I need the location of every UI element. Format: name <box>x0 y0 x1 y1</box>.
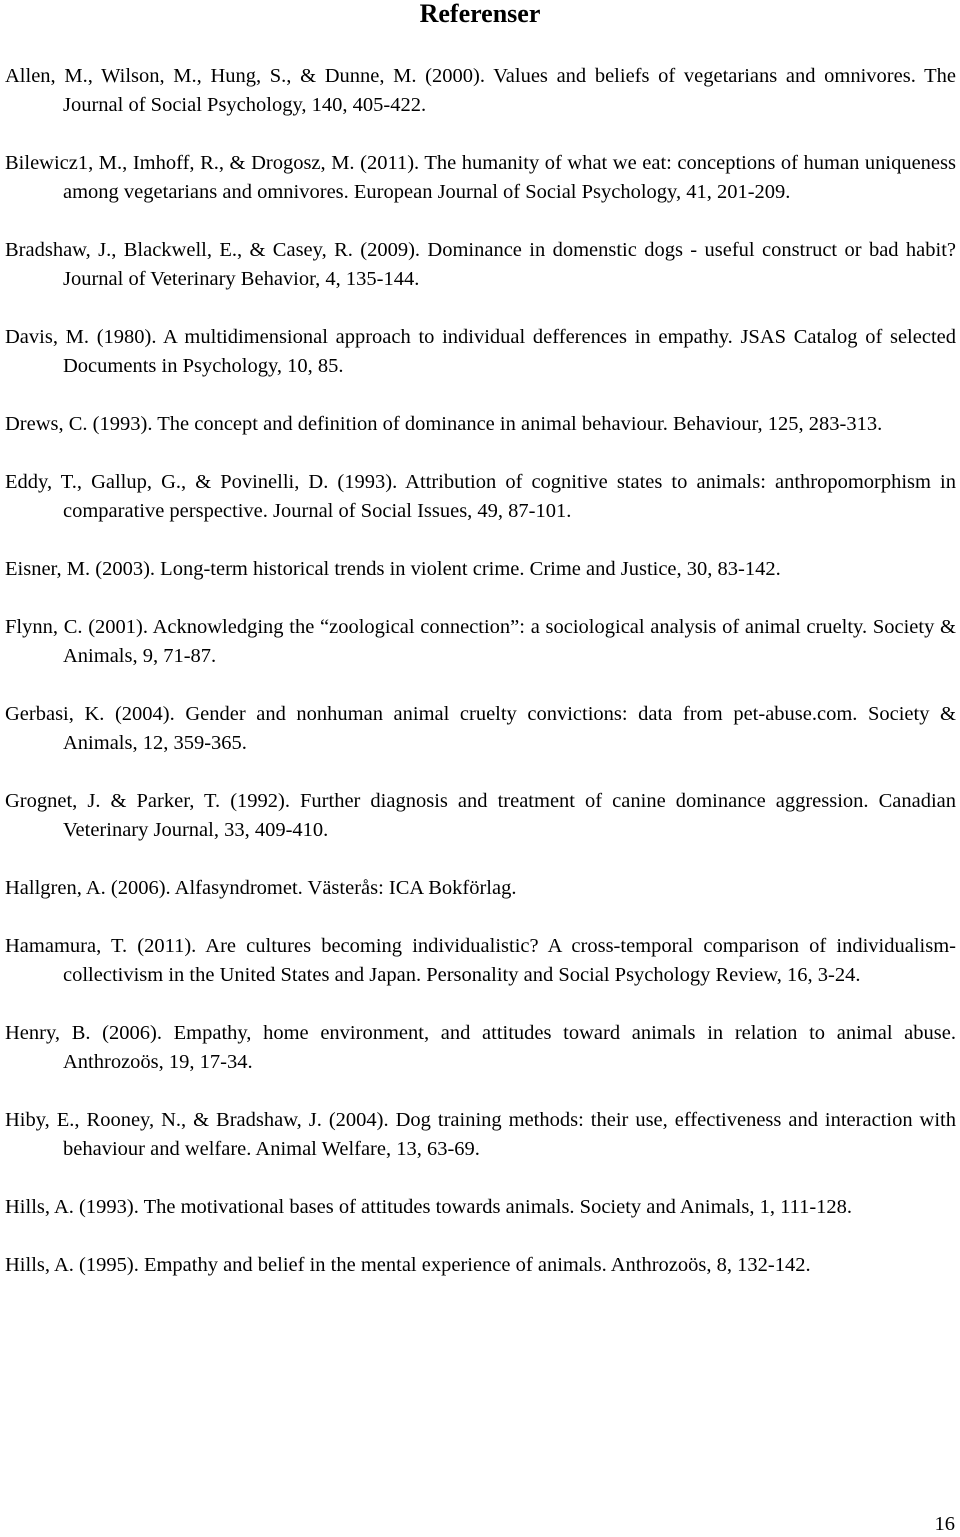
reference-item: Henry, B. (2006). Empathy, home environment, and attitudes toward animals in relation to animal abuse. Anthrozoös, 19, 17-34. <box>5 1022 956 1073</box>
reference-item: Davis, M. (1980). A multidimensional approach to individual defferences in empathy. JSAS Catalog of selected Documents in Psychology, 10, 85. <box>5 326 956 377</box>
reference-item: Hiby, E., Rooney, N., & Bradshaw, J. (2004). Dog training methods: their use, effectiveness and interaction with behaviour and welfare. Animal Welfare, 13, 63-69. <box>5 1109 956 1160</box>
reference-item: Hallgren, A. (2006). Alfasyndromet. Västerås: ICA Bokförlag. <box>5 877 517 899</box>
reference-item: Flynn, C. (2001). Acknowledging the “zoological connection”: a sociological analysis of animal cruelty. Society & Animals, 9, 71-87. <box>5 616 956 667</box>
reference-item: Allen, M., Wilson, M., Hung, S., & Dunne, M. (2000). Values and beliefs of vegetarians and omnivores. The Journal of Social Psychology, 140, 405-422. <box>5 65 956 116</box>
reference-item: Eisner, M. (2003). Long-term historical trends in violent crime. Crime and Justice, 30, 83-142. <box>5 558 781 580</box>
reference-item: Bilewicz1, M., Imhoff, R., & Drogosz, M. (2011). The humanity of what we eat: conceptions of human uniqueness among vegetarians and omnivores. European Journal of Social Psychology, 41, 201-209. <box>5 152 956 203</box>
page-title: Referenser <box>419 0 541 28</box>
reference-item: Gerbasi, K. (2004). Gender and nonhuman animal cruelty convictions: data from pet-abuse.com. Society & Animals, 12, 359-365. <box>5 703 956 754</box>
reference-item: Eddy, T., Gallup, G., & Povinelli, D. (1993). Attribution of cognitive states to animals: anthropomorphism in comparative perspective. Journal of Social Issues, 49, 87-101. <box>5 471 956 522</box>
reference-item: Hills, A. (1995). Empathy and belief in the mental experience of animals. Anthrozoös, 8, 132-142. <box>5 1254 811 1276</box>
reference-item: Grognet, J. & Parker, T. (1992). Further diagnosis and treatment of canine dominance aggression. Canadian Veterinary Journal, 33, 409-410. <box>5 790 956 841</box>
reference-item: Hamamura, T. (2011). Are cultures becoming individualistic? A cross-temporal comparison of individualism-collectivism in the United States and Japan. Personality and Social Psychology Review, 16, 3-24. <box>5 935 956 986</box>
page-number: 16 <box>934 1513 955 1535</box>
reference-item: Drews, C. (1993). The concept and definition of dominance in animal behaviour. Behaviour, 125, 283-313. <box>5 413 883 435</box>
reference-item: Hills, A. (1993). The motivational bases of attitudes towards animals. Society and Animals, 1, 111-128. <box>5 1196 853 1218</box>
reference-list <box>5 62 956 1309</box>
reference-item: Bradshaw, J., Blackwell, E., & Casey, R. (2009). Dominance in domenstic dogs - useful construct or bad habit? Journal of Veterinary Behavior, 4, 135-144. <box>5 239 956 290</box>
